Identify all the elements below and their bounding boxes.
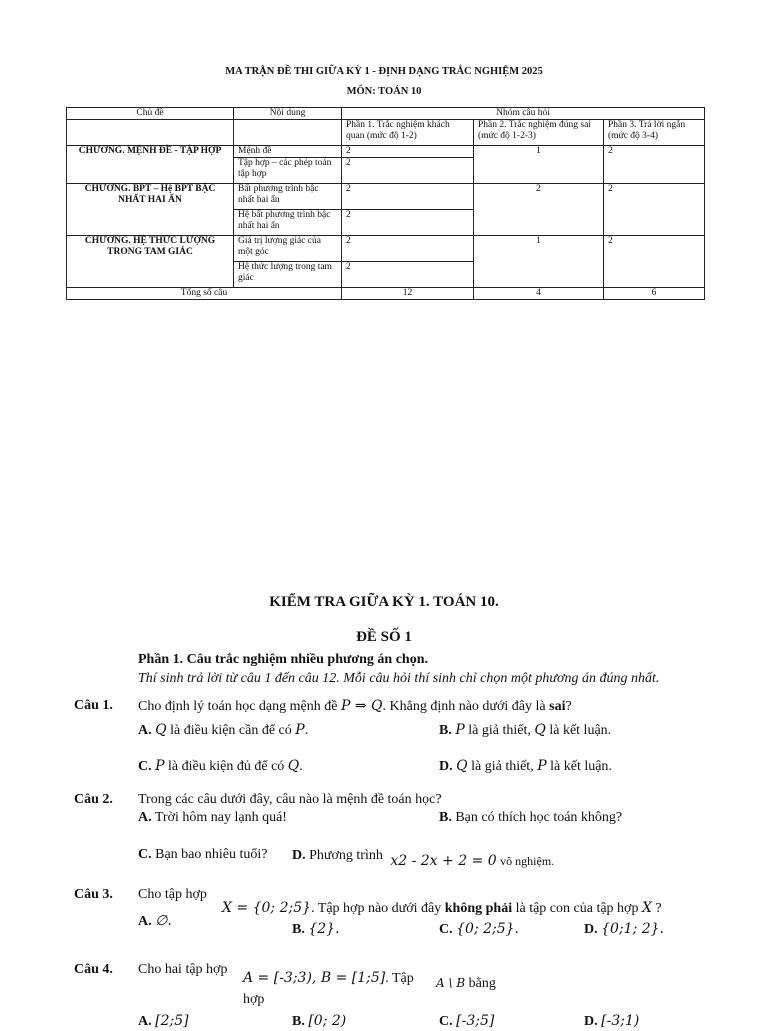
total-label: Tổng số câu bbox=[67, 288, 342, 300]
p1-cell: 2 bbox=[342, 262, 474, 288]
p1-cell: 2 bbox=[342, 236, 474, 262]
question-4-option-c[interactable]: C. [-3;5] bbox=[439, 1013, 495, 1029]
question-1-label: Câu 1. bbox=[74, 698, 113, 713]
question-3-option-c[interactable]: C. {0; 2;5}. bbox=[439, 921, 519, 937]
header-noi-dung: Nội dung bbox=[234, 108, 342, 120]
chapter-name: CHƯƠNG. HỆ THỨC LƯỢNG TRONG TAM GIÁC bbox=[67, 236, 234, 288]
question-2-option-a[interactable]: A. Trời hôm nay lạnh quá! bbox=[138, 810, 287, 825]
header-chu-de: Chủ đề bbox=[67, 108, 234, 120]
content-cell: Tập hợp – các phép toán tập hợp bbox=[234, 158, 342, 184]
header-phan-2: Phần 2. Trắc nghiệm đúng sai (mức độ 1-2-3) bbox=[474, 120, 604, 146]
question-4-stem-hop: hợp bbox=[243, 992, 265, 1007]
question-4-stem-intro: Cho hai tập hợp bbox=[138, 962, 228, 977]
exam-title: KIỂM TRA GIỮA KỲ 1. TOÁN 10. bbox=[269, 594, 499, 610]
header-nhom-cau-hoi: Nhóm câu hỏi bbox=[342, 108, 705, 120]
question-4-stem-tail: A \ B bằng bbox=[436, 976, 496, 991]
question-1-option-c[interactable]: C. P là điều kiện đủ để có Q. bbox=[138, 758, 303, 774]
question-4-label: Câu 4. bbox=[74, 962, 113, 977]
exam-matrix-table bbox=[66, 107, 705, 300]
question-3-stem: X = {0; 2;5}. Tập hợp nào dưới đây không phải là tập con của tập hợp X ? bbox=[222, 900, 662, 916]
question-4-option-b[interactable]: B. [0; 2) bbox=[292, 1013, 347, 1029]
total-p3: 6 bbox=[604, 288, 705, 300]
question-1-stem: Cho định lý toán học dạng mệnh đề P ⇒ Q. Khẳng định nào dưới đây là sai? bbox=[138, 698, 572, 714]
p1-cell: 2 bbox=[342, 158, 474, 184]
question-1-option-b[interactable]: B. P là giả thiết, Q là kết luận. bbox=[439, 722, 612, 738]
question-2-option-c[interactable]: C. Bạn bao nhiêu tuổi? bbox=[138, 847, 268, 862]
p2-cell: 1 bbox=[474, 146, 604, 184]
question-2-option-b[interactable]: B. Bạn có thích học toán không? bbox=[439, 810, 623, 825]
content-cell: Hệ bất phương trình bậc nhất hai ẩn bbox=[234, 210, 342, 236]
matrix-subject: MÔN: TOÁN 10 bbox=[346, 86, 422, 97]
header-phan-1: Phần 1. Trắc nghiệm khách quan (mức độ 1-2) bbox=[342, 120, 474, 146]
question-2-label: Câu 2. bbox=[74, 792, 113, 807]
question-3-option-b[interactable]: B. {2}. bbox=[292, 921, 340, 937]
content-cell: Bất phương trình bậc nhất hai ẩn bbox=[234, 184, 342, 210]
content-cell: Mệnh đề bbox=[234, 146, 342, 158]
p3-cell: 2 bbox=[604, 236, 705, 288]
question-2-stem: Trong các câu dưới đây, câu nào là mệnh đề toán học? bbox=[138, 792, 442, 807]
question-4-option-d[interactable]: D. [-3;1) bbox=[584, 1013, 640, 1029]
chapter-name: CHƯƠNG. BPT – Hệ BPT BẬC NHẤT HAI ẨN bbox=[67, 184, 234, 236]
chapter-name: CHƯƠNG. MỆNH ĐỀ - TẬP HỢP bbox=[67, 146, 234, 184]
matrix-title: MA TRẬN ĐỀ THI GIỮA KỲ 1 - ĐỊNH DẠNG TRẮC NGHIỆM 2025 bbox=[225, 66, 543, 77]
question-1-option-d[interactable]: D. Q là giả thiết, P là kết luận. bbox=[439, 758, 612, 774]
total-p1: 12 bbox=[342, 288, 474, 300]
header-phan-3: Phần 3. Trả lời ngắn (mức độ 3-4) bbox=[604, 120, 705, 146]
p2-cell: 1 bbox=[474, 236, 604, 288]
question-3-stem-intro: Cho tập hợp bbox=[138, 887, 207, 902]
content-cell: Giá trị lượng giác của một góc bbox=[234, 236, 342, 262]
p1-cell: 2 bbox=[342, 210, 474, 236]
p3-cell: 2 bbox=[604, 146, 705, 184]
content-cell: Hệ thức lượng trong tam giác bbox=[234, 262, 342, 288]
p1-cell: 2 bbox=[342, 146, 474, 158]
p1-cell: 2 bbox=[342, 184, 474, 210]
question-4-stem: A = [-3;3), B = [1;5]. Tập bbox=[243, 970, 414, 986]
exam-code: ĐỀ SỐ 1 bbox=[356, 629, 412, 645]
question-3-option-d[interactable]: D. {0;1; 2}. bbox=[584, 921, 664, 937]
question-3-label: Câu 3. bbox=[74, 887, 113, 902]
part-title: Phần 1. Câu trắc nghiệm nhiều phương án chọn. bbox=[138, 652, 428, 667]
question-1-option-a[interactable]: A. Q là điều kiện cần để có P. bbox=[138, 722, 309, 738]
question-4-option-a[interactable]: A. [2;5] bbox=[138, 1013, 189, 1029]
total-p2: 4 bbox=[474, 288, 604, 300]
p3-cell: 2 bbox=[604, 184, 705, 236]
question-3-option-a[interactable]: A. ∅. bbox=[138, 913, 172, 929]
part-instructions: Thí sinh trả lời từ câu 1 đến câu 12. Mỗi câu hỏi thí sinh chỉ chọn một phương án đúng nhất. bbox=[138, 671, 660, 686]
p2-cell: 2 bbox=[474, 184, 604, 236]
question-2-option-d[interactable]: D. Phương trình x2 - 2x + 2 = 0 vô nghiệm. bbox=[292, 848, 555, 869]
